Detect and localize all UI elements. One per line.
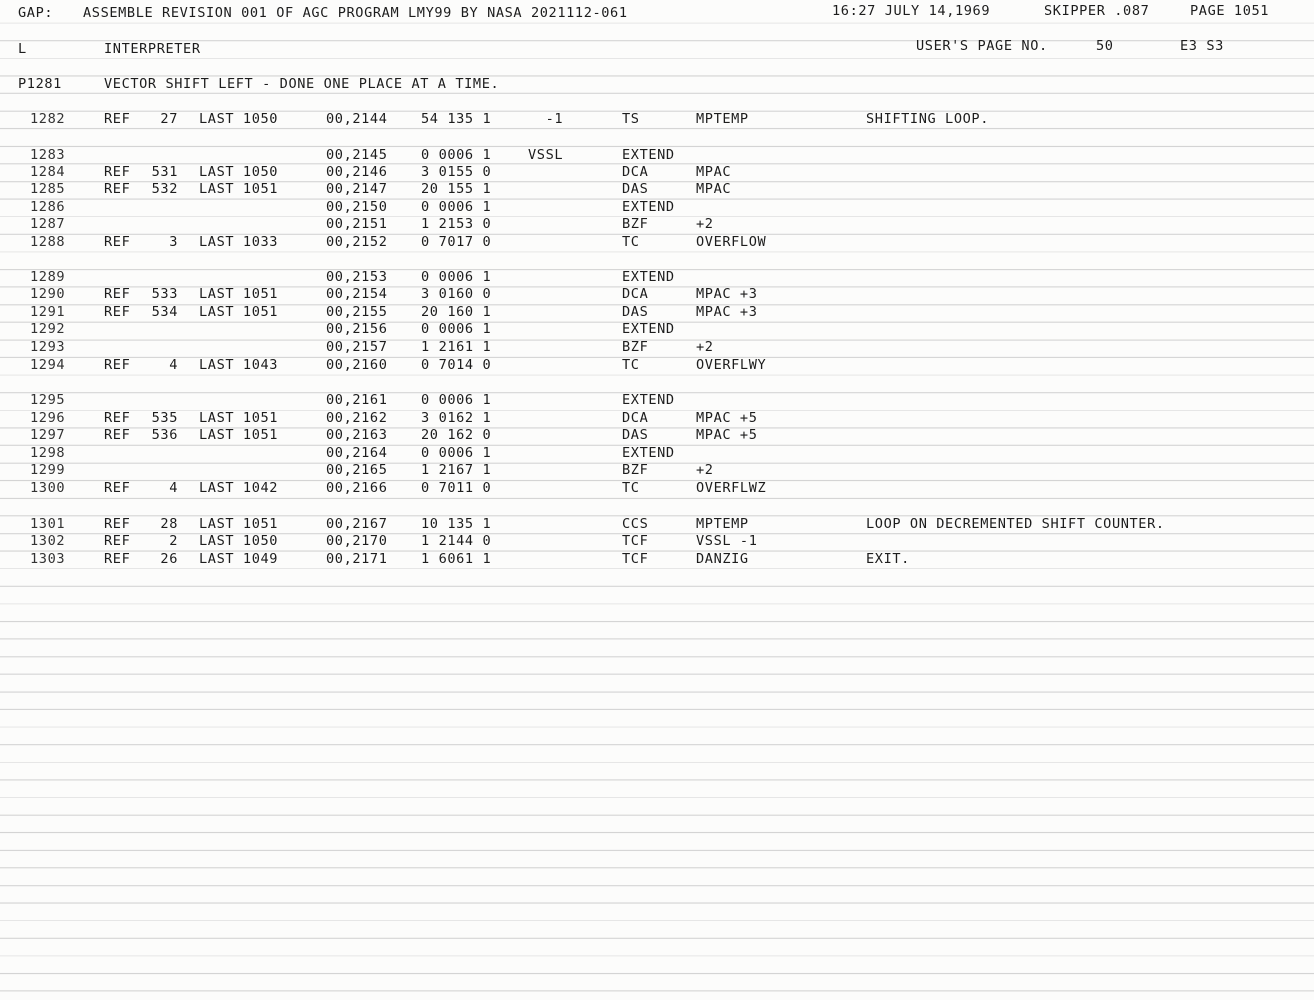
sequence-number: 1286 xyxy=(30,199,66,215)
object-code: 3 0155 0 xyxy=(421,164,492,180)
sequence-number: 1291 xyxy=(30,304,66,320)
last-reference: LAST 1050 xyxy=(199,533,279,549)
opcode: TC xyxy=(622,480,640,496)
ref-keyword: REF xyxy=(104,164,131,180)
listing-row xyxy=(0,357,1314,373)
sequence-number: 1287 xyxy=(30,216,66,232)
opcode: EXTEND xyxy=(622,392,675,408)
listing-row xyxy=(0,181,1314,197)
object-code: 0 7017 0 xyxy=(421,234,492,250)
object-code: 0 0006 1 xyxy=(421,392,492,408)
address: 00,2145 xyxy=(326,147,388,163)
opcode: BZF xyxy=(622,339,649,355)
address: 00,2151 xyxy=(326,216,388,232)
users-page-label: USER'S PAGE NO. xyxy=(916,38,1048,54)
operand: VSSL -1 xyxy=(696,533,758,549)
listing-row xyxy=(0,111,1314,127)
operand: OVERFLWZ xyxy=(696,480,767,496)
sequence-number: 1303 xyxy=(30,551,66,567)
label: -1 xyxy=(528,111,564,127)
ref-count: 531 xyxy=(151,164,178,180)
ref-keyword: REF xyxy=(104,551,131,567)
comment: EXIT. xyxy=(866,551,910,567)
opcode: DCA xyxy=(622,410,649,426)
address: 00,2166 xyxy=(326,480,388,496)
opcode: TC xyxy=(622,234,640,250)
listing-row xyxy=(0,269,1314,285)
object-code: 3 0160 0 xyxy=(421,286,492,302)
page-number: PAGE 1051 xyxy=(1190,3,1270,19)
sequence-number: 1292 xyxy=(30,321,66,337)
version-code: E3 S3 xyxy=(1180,38,1224,54)
address: 00,2160 xyxy=(326,357,388,373)
object-code: 3 0162 1 xyxy=(421,410,492,426)
ref-keyword: REF xyxy=(104,357,131,373)
sequence-number: 1283 xyxy=(30,147,66,163)
opcode: EXTEND xyxy=(622,269,675,285)
last-reference: LAST 1033 xyxy=(199,234,279,250)
sequence-number: 1297 xyxy=(30,427,66,443)
ref-keyword: REF xyxy=(104,533,131,549)
last-reference: LAST 1051 xyxy=(199,410,279,426)
ref-count: 28 xyxy=(160,516,178,532)
opcode: DCA xyxy=(622,164,649,180)
ref-keyword: REF xyxy=(104,427,131,443)
address: 00,2152 xyxy=(326,234,388,250)
users-page-number: 50 xyxy=(1096,38,1114,54)
object-code: 0 0006 1 xyxy=(421,147,492,163)
ref-count: 536 xyxy=(151,427,178,443)
section-title: INTERPRETER xyxy=(104,41,201,57)
sequence-number: 1295 xyxy=(30,392,66,408)
listing-row xyxy=(0,321,1314,337)
address: 00,2146 xyxy=(326,164,388,180)
operand: OVERFLOW xyxy=(696,234,767,250)
address: 00,2170 xyxy=(326,533,388,549)
ref-count: 532 xyxy=(151,181,178,197)
ref-keyword: REF xyxy=(104,234,131,250)
sequence-number: 1290 xyxy=(30,286,66,302)
address: 00,2155 xyxy=(326,304,388,320)
sequence-number: 1302 xyxy=(30,533,66,549)
opcode: EXTEND xyxy=(622,321,675,337)
log-type-marker: L xyxy=(18,41,27,57)
operand: MPAC +3 xyxy=(696,304,758,320)
listing-row xyxy=(0,216,1314,232)
object-code: 0 0006 1 xyxy=(421,269,492,285)
address: 00,2154 xyxy=(326,286,388,302)
object-code: 1 2153 0 xyxy=(421,216,492,232)
ref-keyword: REF xyxy=(104,410,131,426)
address: 00,2164 xyxy=(326,445,388,461)
listing-row xyxy=(0,234,1314,250)
object-code: 0 7014 0 xyxy=(421,357,492,373)
ref-count: 4 xyxy=(169,357,178,373)
operand: DANZIG xyxy=(696,551,749,567)
operand: +2 xyxy=(696,462,714,478)
opcode: TCF xyxy=(622,551,649,567)
address: 00,2156 xyxy=(326,321,388,337)
listing-row xyxy=(0,551,1314,567)
listing-row xyxy=(0,392,1314,408)
object-code: 0 0006 1 xyxy=(421,321,492,337)
ref-keyword: REF xyxy=(104,286,131,302)
last-reference: LAST 1049 xyxy=(199,551,279,567)
object-code: 20 160 1 xyxy=(421,304,492,320)
last-reference: LAST 1050 xyxy=(199,164,279,180)
listing-row xyxy=(0,304,1314,320)
last-reference: LAST 1051 xyxy=(199,181,279,197)
operand: MPTEMP xyxy=(696,111,749,127)
address: 00,2150 xyxy=(326,199,388,215)
opcode: TS xyxy=(622,111,640,127)
address: 00,2147 xyxy=(326,181,388,197)
operand: OVERFLWY xyxy=(696,357,767,373)
opcode: EXTEND xyxy=(622,445,675,461)
sequence-number: 1288 xyxy=(30,234,66,250)
object-code: 0 0006 1 xyxy=(421,199,492,215)
ref-count: 533 xyxy=(151,286,178,302)
operand: +2 xyxy=(696,339,714,355)
object-code: 1 6061 1 xyxy=(421,551,492,567)
listing-row xyxy=(0,286,1314,302)
address: 00,2144 xyxy=(326,111,388,127)
sequence-number: 1284 xyxy=(30,164,66,180)
last-reference: LAST 1051 xyxy=(199,427,279,443)
sequence-number: 1289 xyxy=(30,269,66,285)
operand: MPAC xyxy=(696,181,732,197)
ref-keyword: REF xyxy=(104,111,131,127)
opcode: DAS xyxy=(622,427,649,443)
ref-count: 535 xyxy=(151,410,178,426)
listing-row xyxy=(0,462,1314,478)
sequence-number: 1293 xyxy=(30,339,66,355)
listing-row xyxy=(0,516,1314,532)
opcode: TCF xyxy=(622,533,649,549)
address: 00,2171 xyxy=(326,551,388,567)
comment: LOOP ON DECREMENTED SHIFT COUNTER. xyxy=(866,516,1165,532)
address: 00,2162 xyxy=(326,410,388,426)
object-code: 1 2144 0 xyxy=(421,533,492,549)
listing-row xyxy=(0,147,1314,163)
ref-keyword: REF xyxy=(104,304,131,320)
operand: MPAC xyxy=(696,164,732,180)
ref-keyword: REF xyxy=(104,181,131,197)
ref-count: 26 xyxy=(160,551,178,567)
listing-row xyxy=(0,533,1314,549)
object-code: 0 7011 0 xyxy=(421,480,492,496)
opcode: EXTEND xyxy=(622,147,675,163)
listing-row xyxy=(0,339,1314,355)
gap-label: GAP: xyxy=(18,5,54,21)
ref-count: 27 xyxy=(160,111,178,127)
operand: MPAC +5 xyxy=(696,427,758,443)
address: 00,2163 xyxy=(326,427,388,443)
opcode: DAS xyxy=(622,304,649,320)
sequence-number: 1300 xyxy=(30,480,66,496)
address: 00,2157 xyxy=(326,339,388,355)
opcode: EXTEND xyxy=(622,199,675,215)
last-reference: LAST 1051 xyxy=(199,304,279,320)
opcode: DAS xyxy=(622,181,649,197)
sequence-number: 1301 xyxy=(30,516,66,532)
opcode: DCA xyxy=(622,286,649,302)
address: 00,2161 xyxy=(326,392,388,408)
opcode: CCS xyxy=(622,516,649,532)
object-code: 0 0006 1 xyxy=(421,445,492,461)
operand: MPAC +3 xyxy=(696,286,758,302)
object-code: 54 135 1 xyxy=(421,111,492,127)
listing-row xyxy=(0,199,1314,215)
sequence-number: 1298 xyxy=(30,445,66,461)
listing-row xyxy=(0,410,1314,426)
sequence-number: 1294 xyxy=(30,357,66,373)
sequence-number: 1285 xyxy=(30,181,66,197)
ref-count: 3 xyxy=(169,234,178,250)
listing-row xyxy=(0,164,1314,180)
address: 00,2165 xyxy=(326,462,388,478)
operand: MPAC +5 xyxy=(696,410,758,426)
opcode: BZF xyxy=(622,216,649,232)
last-reference: LAST 1050 xyxy=(199,111,279,127)
object-code: 20 162 0 xyxy=(421,427,492,443)
skipper-label: SKIPPER .087 xyxy=(1044,3,1150,19)
listing-row xyxy=(0,480,1314,496)
routine-id: P1281 xyxy=(18,76,62,92)
ref-keyword: REF xyxy=(104,480,131,496)
assemble-line: ASSEMBLE REVISION 001 OF AGC PROGRAM LMY99 BY NASA 2021112-061 xyxy=(83,5,628,21)
sequence-number: 1299 xyxy=(30,462,66,478)
listing-row xyxy=(0,445,1314,461)
ref-count: 534 xyxy=(151,304,178,320)
ref-count: 4 xyxy=(169,480,178,496)
object-code: 1 2161 1 xyxy=(421,339,492,355)
object-code: 10 135 1 xyxy=(421,516,492,532)
last-reference: LAST 1051 xyxy=(199,516,279,532)
address: 00,2153 xyxy=(326,269,388,285)
sequence-number: 1282 xyxy=(30,111,66,127)
operand: +2 xyxy=(696,216,714,232)
datetime: 16:27 JULY 14,1969 xyxy=(832,3,991,19)
opcode: TC xyxy=(622,357,640,373)
listing-row xyxy=(0,427,1314,443)
routine-description: VECTOR SHIFT LEFT - DONE ONE PLACE AT A TIME. xyxy=(104,76,500,92)
last-reference: LAST 1051 xyxy=(199,286,279,302)
comment: SHIFTING LOOP. xyxy=(866,111,989,127)
ref-count: 2 xyxy=(169,533,178,549)
last-reference: LAST 1042 xyxy=(199,480,279,496)
ref-keyword: REF xyxy=(104,516,131,532)
operand: MPTEMP xyxy=(696,516,749,532)
last-reference: LAST 1043 xyxy=(199,357,279,373)
object-code: 20 155 1 xyxy=(421,181,492,197)
opcode: BZF xyxy=(622,462,649,478)
address: 00,2167 xyxy=(326,516,388,532)
label: VSSL xyxy=(528,147,564,163)
object-code: 1 2167 1 xyxy=(421,462,492,478)
sequence-number: 1296 xyxy=(30,410,66,426)
